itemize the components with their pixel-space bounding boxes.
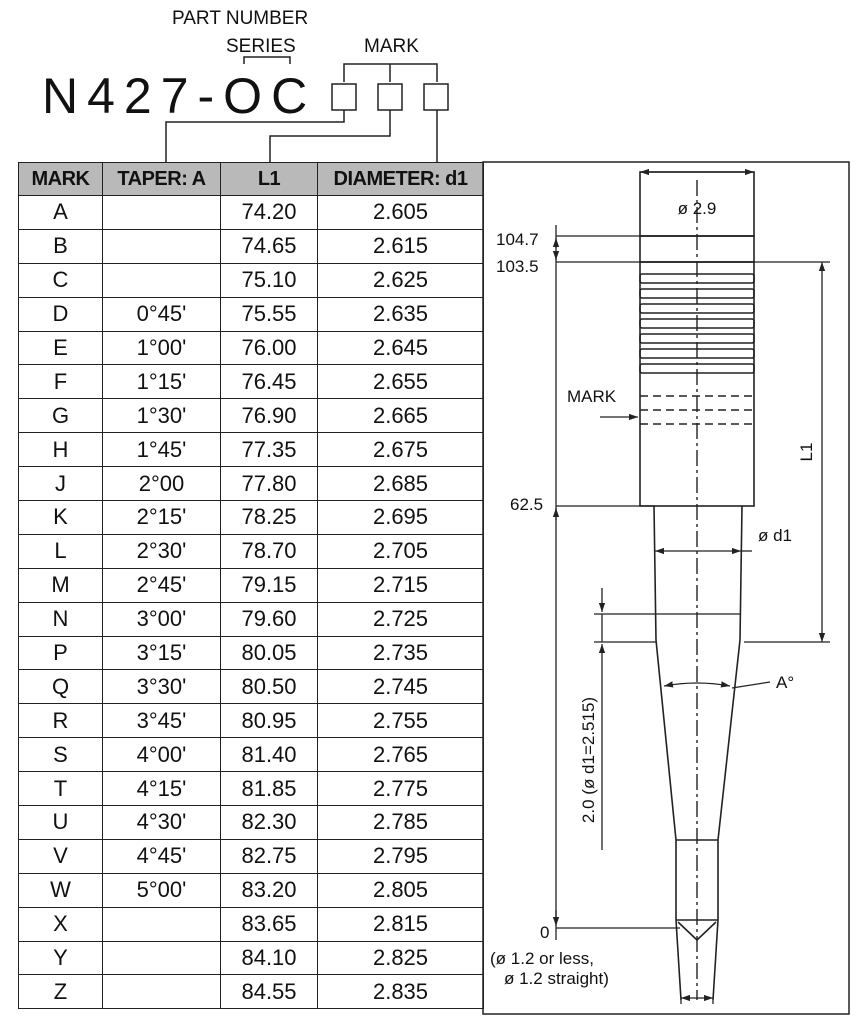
dim-104-7-label: 104.7 xyxy=(496,230,539,249)
taper-cell: 2°00 xyxy=(103,467,221,501)
mark-cell: U xyxy=(19,806,103,840)
mark-cell: J xyxy=(19,467,103,501)
l1-cell: 75.10 xyxy=(221,263,318,297)
l1-cell: 76.45 xyxy=(221,365,318,399)
l1-cell: 75.55 xyxy=(221,297,318,331)
taper-angle-arc xyxy=(664,683,730,686)
diameter-cell: 2.765 xyxy=(318,738,484,772)
mark-cell: V xyxy=(19,839,103,873)
l1-cell: 81.40 xyxy=(221,738,318,772)
l1-cell: 76.90 xyxy=(221,399,318,433)
mark-cell: B xyxy=(19,229,103,263)
dim-62-5-label: 62.5 xyxy=(510,495,544,514)
taper-cell: 3°30' xyxy=(103,670,221,704)
diameter-cell: 2.795 xyxy=(318,839,484,873)
l1-cell: 82.30 xyxy=(221,806,318,840)
taper-cell: 3°00' xyxy=(103,602,221,636)
l1-cell: 81.85 xyxy=(221,772,318,806)
diameter-cell: 2.755 xyxy=(318,704,484,738)
column-header-l1: L1 xyxy=(221,163,318,196)
dim-103-5-label: 103.5 xyxy=(496,257,539,276)
mark-cell: E xyxy=(19,331,103,365)
mark-cell: C xyxy=(19,263,103,297)
l1-cell: 80.95 xyxy=(221,704,318,738)
mark-cell: M xyxy=(19,568,103,602)
diameter-cell: 2.665 xyxy=(318,399,484,433)
d1-label: ø d1 xyxy=(758,526,793,545)
diameter-cell: 2.805 xyxy=(318,873,484,907)
l1-cell: 84.10 xyxy=(221,941,318,975)
l1-cell: 82.75 xyxy=(221,839,318,873)
part-number: N427-OC xyxy=(42,68,317,124)
diameter-cell: 2.705 xyxy=(318,534,484,568)
taper-cell: 2°45' xyxy=(103,568,221,602)
taper-angle-label: A° xyxy=(776,673,795,692)
diameter-cell: 2.605 xyxy=(318,196,484,230)
l1-cell: 77.80 xyxy=(221,467,318,501)
l1-cell: 83.20 xyxy=(221,873,318,907)
column-header-diameter: DIAMETER: d1 xyxy=(318,163,484,196)
mark-cell: P xyxy=(19,636,103,670)
diameter-cell: 2.615 xyxy=(318,229,484,263)
taper-cell: 4°00' xyxy=(103,738,221,772)
mark-cell: G xyxy=(19,399,103,433)
l1-cell: 79.15 xyxy=(221,568,318,602)
diameter-cell: 2.825 xyxy=(318,941,484,975)
mark-cell: Z xyxy=(19,975,103,1009)
l1-cell: 77.35 xyxy=(221,433,318,467)
shaft-left-edge xyxy=(654,506,681,1000)
taper-cell: 4°45' xyxy=(103,839,221,873)
diameter-cell: 2.685 xyxy=(318,467,484,501)
taper-cell: 2°15' xyxy=(103,501,221,535)
diameter-cell: 2.735 xyxy=(318,636,484,670)
diameter-cell: 2.725 xyxy=(318,602,484,636)
mark-cell: L xyxy=(19,534,103,568)
column-header-taper: TAPER: A xyxy=(103,163,221,196)
l1-cell: 74.20 xyxy=(221,196,318,230)
shaft-right-edge xyxy=(713,506,742,1000)
diameter-cell: 2.715 xyxy=(318,568,484,602)
l1-cell: 80.05 xyxy=(221,636,318,670)
taper-cell: 1°00' xyxy=(103,331,221,365)
diameter-cell: 2.645 xyxy=(318,331,484,365)
mark-cell: S xyxy=(19,738,103,772)
tip-note-line-1: (ø 1.2 or less, xyxy=(490,949,594,968)
mark-cell: W xyxy=(19,873,103,907)
taper-cell: 0°45' xyxy=(103,297,221,331)
series-label: SERIES xyxy=(226,36,296,57)
mark-cell: X xyxy=(19,907,103,941)
diameter-cell: 2.655 xyxy=(318,365,484,399)
dim-0-label: 0 xyxy=(540,923,550,942)
diameter-cell: 2.695 xyxy=(318,501,484,535)
l1-cell: 74.65 xyxy=(221,229,318,263)
mark-cell: Y xyxy=(19,941,103,975)
diameter-cell: 2.815 xyxy=(318,907,484,941)
l1-cell: 80.50 xyxy=(221,670,318,704)
l1-cell: 83.65 xyxy=(221,907,318,941)
mark-cell: D xyxy=(19,297,103,331)
l1-cell: 78.70 xyxy=(221,534,318,568)
mark-cell: K xyxy=(19,501,103,535)
taper-cell: 3°45' xyxy=(103,704,221,738)
taper-cell: 1°15' xyxy=(103,365,221,399)
part-number-label: PART NUMBER xyxy=(172,8,309,29)
l1-cell: 84.55 xyxy=(221,975,318,1009)
mark-cell: R xyxy=(19,704,103,738)
mark-cell: T xyxy=(19,772,103,806)
taper-cell: 1°45' xyxy=(103,433,221,467)
l1-label: L1 xyxy=(797,442,816,462)
l1-cell: 78.25 xyxy=(221,501,318,535)
mark-cell: A xyxy=(19,196,103,230)
diameter-cell: 2.625 xyxy=(318,263,484,297)
diameter-cell: 2.785 xyxy=(318,806,484,840)
diameter-cell: 2.835 xyxy=(318,975,484,1009)
taper-cell: 4°30' xyxy=(103,806,221,840)
diameter-cell: 2.635 xyxy=(318,297,484,331)
mark-callout-label: MARK xyxy=(567,387,617,406)
l1-cell: 79.60 xyxy=(221,602,318,636)
taper-cell: 5°00' xyxy=(103,873,221,907)
taper-cell: 3°15' xyxy=(103,636,221,670)
mark-cell: Q xyxy=(19,670,103,704)
mark-cell: N xyxy=(19,602,103,636)
mark-cell: F xyxy=(19,365,103,399)
taper-cell: 2°30' xyxy=(103,534,221,568)
taper-length-label: 2.0 (ø d1=2.515) xyxy=(579,696,598,824)
taper-cell: 4°15' xyxy=(103,772,221,806)
diameter-cell: 2.675 xyxy=(318,433,484,467)
tip-note-line-2: ø 1.2 straight) xyxy=(504,969,609,988)
head-diameter-label: ø 2.9 xyxy=(677,199,717,218)
diameter-cell: 2.745 xyxy=(318,670,484,704)
taper-cell: 1°30' xyxy=(103,399,221,433)
diameter-cell: 2.775 xyxy=(318,772,484,806)
column-header-mark: MARK xyxy=(19,163,103,196)
mark-label: MARK xyxy=(364,36,419,57)
mark-cell: H xyxy=(19,433,103,467)
l1-cell: 76.00 xyxy=(221,331,318,365)
